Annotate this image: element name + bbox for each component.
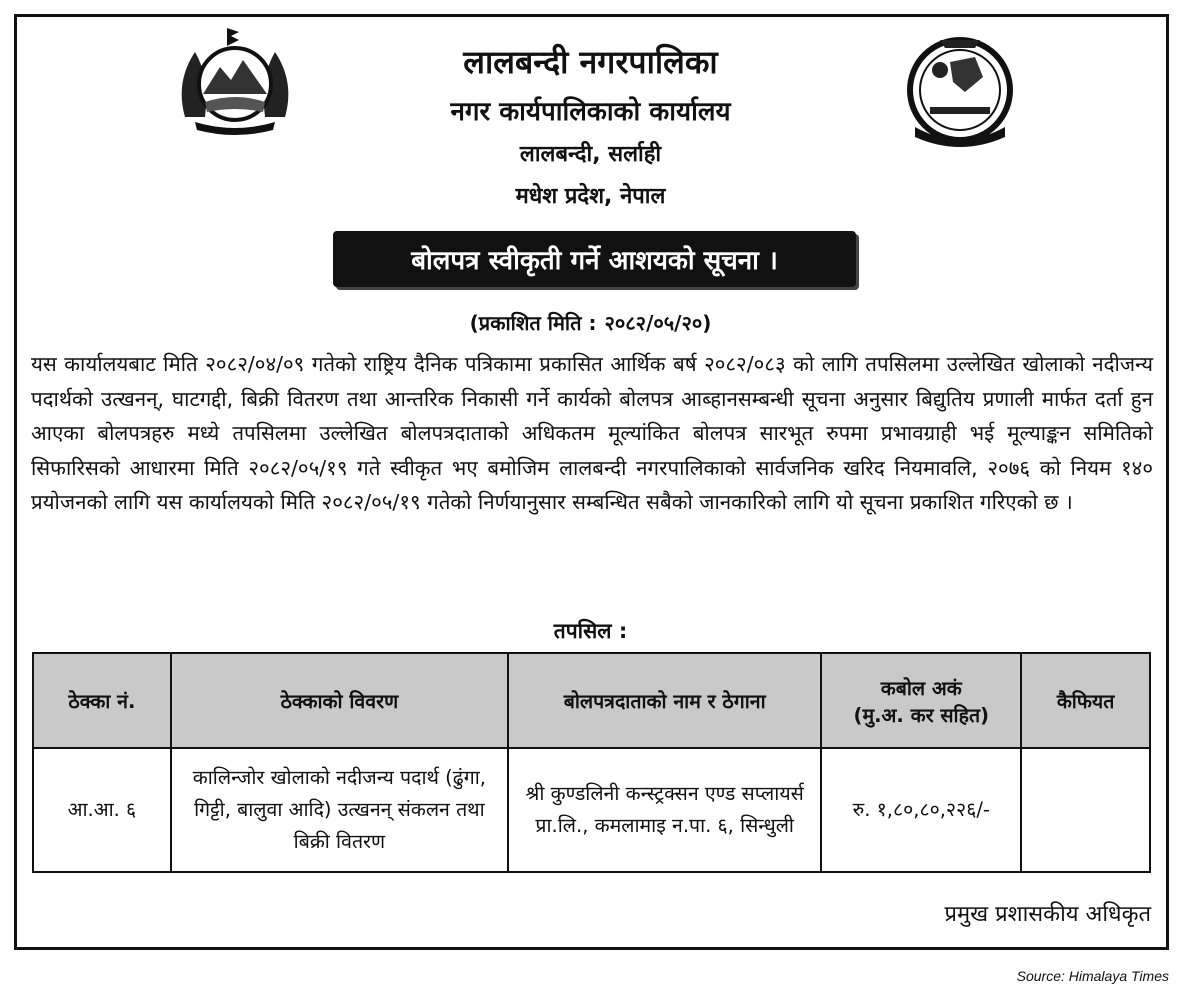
cell-remarks (1021, 748, 1150, 872)
header-amount (821, 653, 1021, 748)
cell-bidder: श्री कुण्डलिनी कन्स्ट्रक्सन एण्ड सप्लायर्स प्रा.लि., कमलामाइ न.पा. ६, सिन्धुली (508, 748, 821, 872)
notice-body: यस कार्यालयबाट मिति २०८२/०४/०९ गतेको राष्ट्रिय दैनिक पत्रिकामा प्रकासित आर्थिक बर्ष २०८२/०८३ को लागि तपसिलमा उल्लेखित खोलाको नदीजन्य पदार्थको उत्खनन्, घाटगद्दी, बिक्री वितरण तथा आन्तरिक निकासी गर्ने कार्यको बोलपत्र आब्हानसम्बन्धी सूचना अनुसार बिद्युतिय प्रणाली मार्फत दर्ता हुन आएका बोलपत्रहरु मध्ये तपसिलमा उल्लेखित बोलपत्रदाताको अधिकतम मूल्यांकित बोलपत्र सारभूत रुपमा प्रभावग्राही भई मूल्याङ्कन समितिको सिफारिसको आधारमा मिति २०८२/०५/१९ गते स्वीकृत भए बमोजिम लालबन्दी नगरपालिकाको सार्वजनिक खरिद नियमावलि, २०७६ को नियम १४० प्रयोजनको लागि यस कार्यालयको मिति २०८२/०५/१९ गतेको निर्णयानुसार सम्बन्धित सबैको जानकारिको लागि यो सूचना प्रकाशित गरिएको छ । (31, 352, 1153, 514)
office-address: लालबन्दी, सर्लाही (519, 142, 662, 167)
municipality-name: लालबन्दी नगरपालिका (463, 43, 718, 81)
province-country: मधेश प्रदेश, नेपाल (515, 184, 666, 209)
notice-title: बोलपत्र स्वीकृती गर्ने आशयको सूचना । (333, 231, 856, 287)
table-header-row (33, 653, 1150, 748)
header-description: ठेक्काको विवरण (171, 653, 508, 748)
table-row (33, 748, 1150, 872)
header-remarks: कैफियत (1021, 653, 1150, 748)
cell-amount: रु. १,८०,८०,२२६/- (821, 748, 1021, 872)
header-contract-no: ठेक्का नं. (33, 653, 171, 748)
office-name: नगर कार्यपालिकाको कार्यालय (450, 97, 731, 127)
header-bidder: बोलपत्रदाताको नाम र ठेगाना (508, 653, 821, 748)
contract-table (32, 652, 1151, 873)
published-date (0, 309, 1181, 336)
published-date-label: (प्रकाशित मिति : (469, 311, 597, 335)
published-date-value: २०८२/०५/२०) (604, 311, 712, 335)
header-amount-line2: (मु.अ. कर सहित) (853, 703, 989, 727)
source-credit: Source: Himalaya Times (1016, 968, 1169, 984)
details-heading: तपसिल : (553, 619, 628, 643)
cell-description: कालिन्जोर खोलाको नदीजन्य पदार्थ (ढुंगा, गिट्टी, बालुवा आदि) उत्खनन् संकलन तथा बिक्री वितरण (171, 748, 508, 872)
cell-contract-no: आ.आ. ६ (33, 748, 171, 872)
signature-title: प्रमुख प्रशासकीय अधिकृत (944, 902, 1151, 927)
header-amount-line1: कबोल अकं (880, 676, 962, 700)
